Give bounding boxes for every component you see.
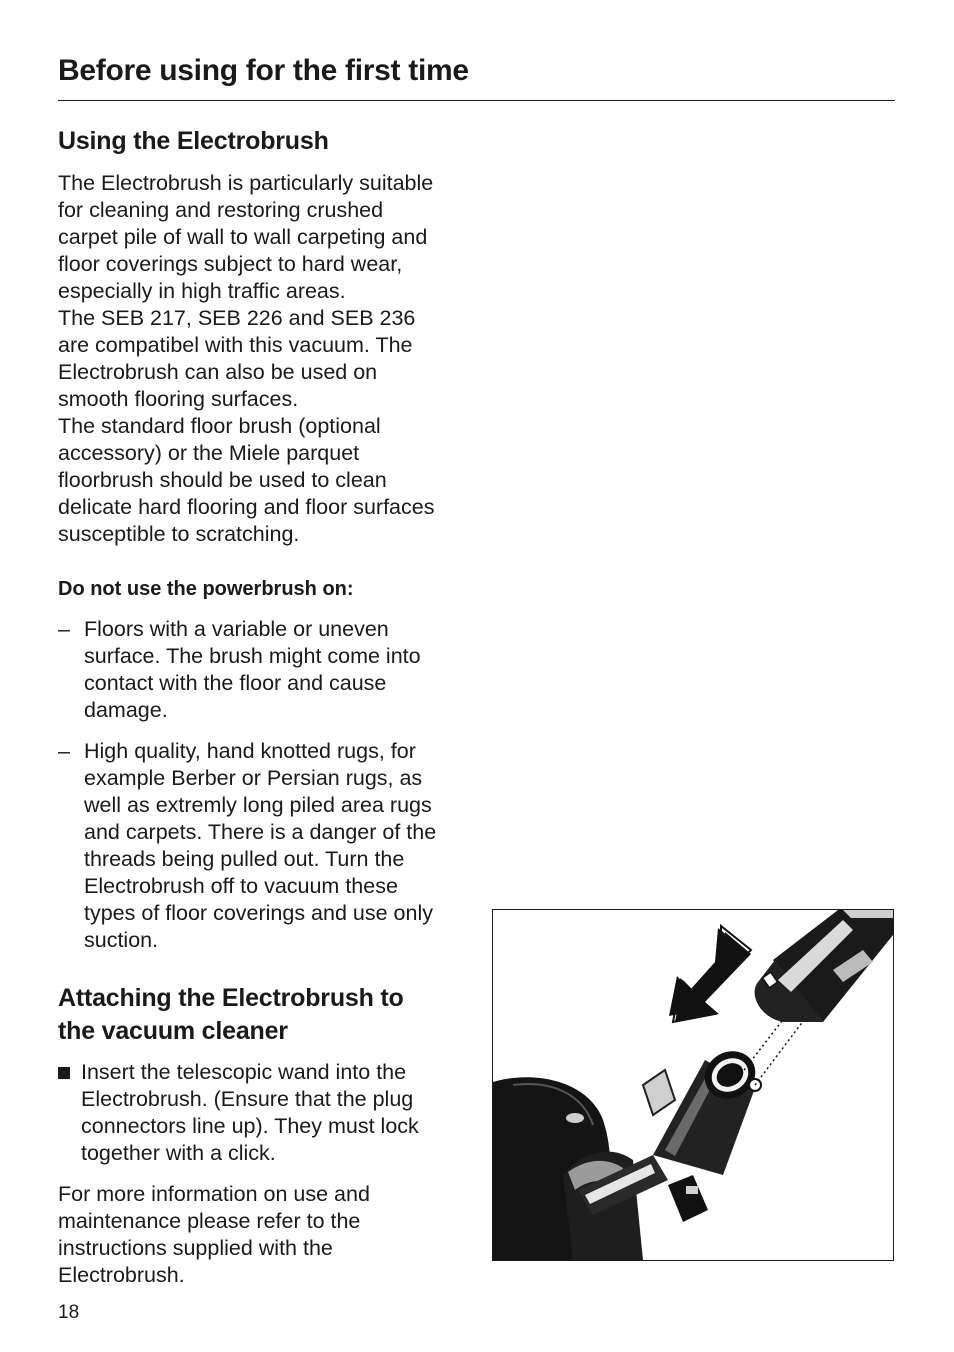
paragraph-line: The standard floor brush (optional	[58, 414, 381, 438]
info-line: instructions supplied with the	[58, 1236, 333, 1260]
paragraph-line: floor coverings subject to hard wear,	[58, 252, 403, 276]
list-item-line: damage.	[84, 698, 168, 722]
list-item-line: threads being pulled out. Turn the	[84, 847, 405, 871]
step-line: connectors line up). They must lock	[81, 1114, 419, 1138]
paragraph-line: carpet pile of wall to wall carpeting and	[58, 225, 428, 249]
list-item-line: and carpets. There is a danger of the	[84, 820, 437, 844]
step-line: Electrobrush. (Ensure that the plug	[81, 1087, 414, 1111]
paragraph-line: The SEB 217, SEB 226 and SEB 236	[58, 306, 416, 330]
info-line: Electrobrush.	[58, 1263, 185, 1287]
section-heading-using-electrobrush: Using the Electrobrush	[58, 127, 329, 155]
page-title: Before using for the first time	[58, 54, 469, 87]
paragraph-line: Electrobrush can also be used on	[58, 360, 378, 384]
heading-line: Attaching the Electrobrush to	[58, 984, 404, 1012]
list-item-line: suction.	[84, 928, 159, 952]
list-item-line: well as extremly long piled area rugs	[84, 793, 432, 817]
list-item-line: Electrobrush off to vacuum these	[84, 874, 398, 898]
list-item-line: contact with the floor and cause	[84, 671, 387, 695]
paragraph-line: especially in high traffic areas.	[58, 279, 346, 303]
warning-heading: Do not use the powerbrush on:	[58, 578, 354, 600]
page-number: 18	[58, 1302, 80, 1323]
title-divider	[58, 100, 895, 101]
info-line: For more information on use and	[58, 1182, 370, 1206]
paragraph-line: susceptible to scratching.	[58, 522, 300, 546]
square-bullet-icon	[58, 1067, 70, 1079]
wand-attachment-illustration	[492, 909, 894, 1261]
dash-bullet: –	[58, 739, 70, 763]
paragraph-line: smooth flooring surfaces.	[58, 387, 299, 411]
list-item-line: example Berber or Persian rugs, as	[84, 766, 423, 790]
section-heading-attaching	[58, 982, 404, 1048]
step-line: together with a click.	[81, 1141, 276, 1165]
intro-paragraph	[58, 170, 478, 548]
info-paragraph	[58, 1181, 478, 1289]
paragraph-line: for cleaning and restoring crushed	[58, 198, 384, 222]
paragraph-line: delicate hard flooring and floor surfaces	[58, 495, 435, 519]
list-item-line: surface. The brush might come into	[84, 644, 421, 668]
dash-bullet: –	[58, 617, 70, 641]
paragraph-line: accessory) or the Miele parquet	[58, 441, 360, 465]
list-item-line: High quality, hand knotted rugs, for	[84, 739, 416, 763]
list-item-line: Floors with a variable or uneven	[84, 617, 389, 641]
heading-line: the vacuum cleaner	[58, 1017, 288, 1045]
list-item-line: types of floor coverings and use only	[84, 901, 433, 925]
paragraph-line: floorbrush should be used to clean	[58, 468, 387, 492]
insert-direction-arrow-icon	[669, 926, 751, 1022]
step-line: Insert the telescopic wand into the	[81, 1060, 407, 1084]
info-line: maintenance please refer to the	[58, 1209, 361, 1233]
paragraph-line: are compatibel with this vacuum. The	[58, 333, 413, 357]
paragraph-line: The Electrobrush is particularly suitable	[58, 171, 434, 195]
